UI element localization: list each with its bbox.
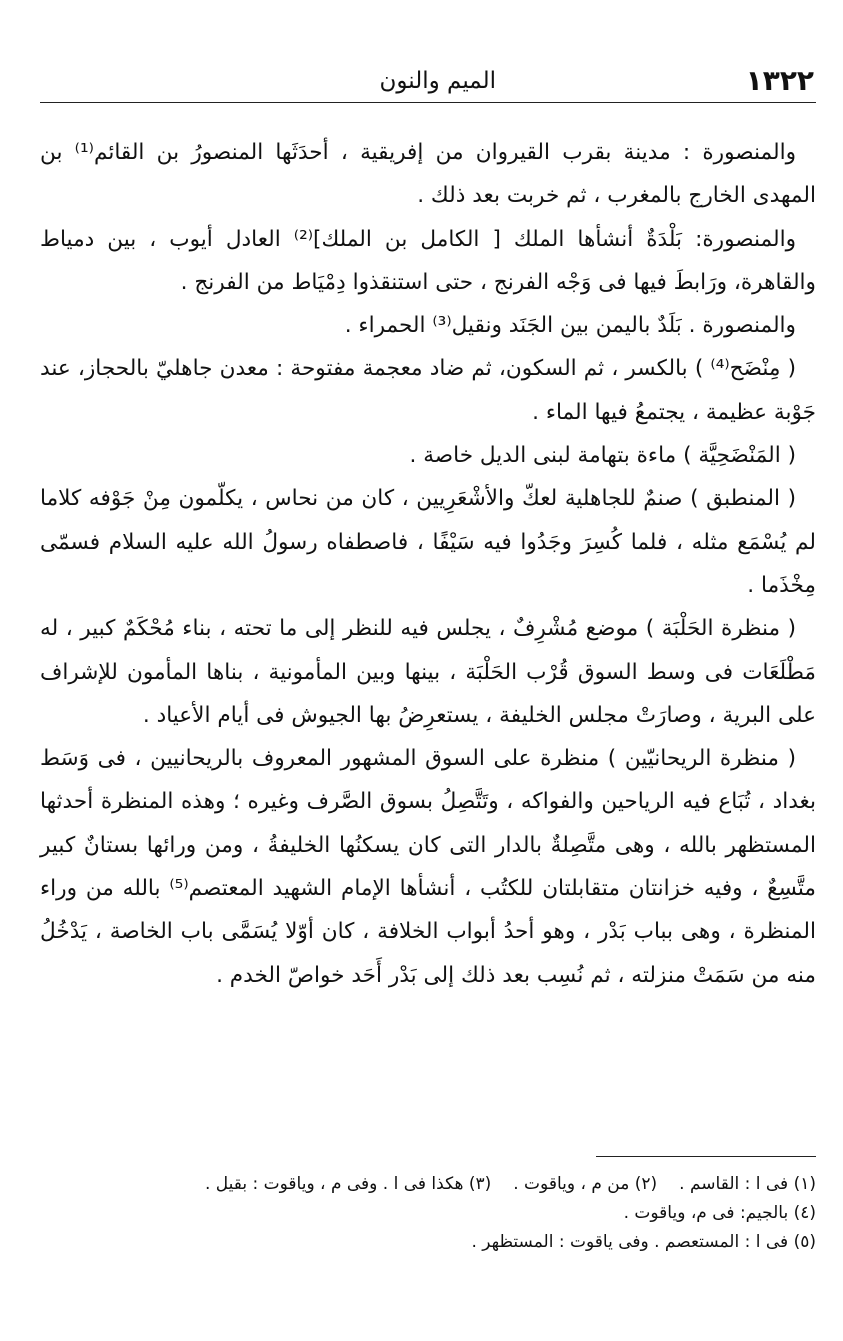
running-title: الميم والنون <box>379 68 496 94</box>
footnote-row <box>40 1199 816 1228</box>
footnote-3: (٣) هكذا فى ا . وفى م ، وياقوت : بقيل . <box>204 1174 492 1194</box>
footnote-row <box>40 1170 816 1199</box>
entry-mansura-ifriqiya: والمنصورة : مدينة بقرب القيروان من إفريقية ، أحدَثَها المنصورُ بن القائم⁽¹⁾ بن المهدى الخارج بالمغرب ، ثم خربت بعد ذلك . <box>40 140 816 209</box>
page-header <box>40 62 816 103</box>
footnote-4: (٤) بالجيم: فى م، وياقوت . <box>623 1203 816 1223</box>
footnote-divider <box>596 1156 816 1157</box>
page-number: ١٣٢٢ <box>745 64 814 97</box>
entry-manzarat-al-halba: ( منظرة الحَلْبَة ) موضع مُشْرِفٌ ، يجلس فيه للنظر إلى ما تحته ، بناء مُحْكَمٌ كبير ، له مَطْلَعَات فى وسط السوق قُرْب الحَلْبَة ، بينها وبين المأمونية ، بناها المأمون للإشراف على البرية ، وصارَتْ مجلس الخليفة ، يستعرِضُ بها الجيوش فى أيام الأعياد . <box>40 616 816 728</box>
book-page <box>40 62 816 1302</box>
entry-muntabiq: ( المنطبق ) صنمٌ للجاهلية لعكّ والأشْعَرِيين ، كان من نحاس ، يكلّمون مِنْ جَوْفه كلاما لم يُسْمَع مثله ، فلما كُسِرَ وجَدُوا فيه سَيْفًا ، فاصطفاه رسولُ الله عليه السلام فسمّى مِخْذَما . <box>40 486 816 598</box>
entry-mansura-egypt: والمنصورة: بَلْدَةٌ أنشأها الملك [ الكامل بن الملك]⁽²⁾ العادل أيوب ، بين دمياط والقاهرة، ورَابطَ فيها فى وَجْه الفرنج ، حتى استنقذوا دِمْيَاط من الفرنج . <box>40 226 816 295</box>
entry-mansura-yemen: والمنصورة . بَلَدٌ باليمن بين الجَنَد ونقيل⁽³⁾ الحمراء . <box>344 313 796 339</box>
footnotes <box>40 1170 816 1257</box>
footnote-2: (٢) من م ، وياقوت . <box>513 1174 658 1194</box>
main-text <box>40 131 816 997</box>
entry-manzarat-al-rayhaniyyin: ( منظرة الريحانيّين ) منظرة على السوق المشهور المعروف بالريحانيين ، فى وَسَط بغداد ، تُبَاع فيه الرياحين والفواكه ، وتَتَّصِلُ بسوق الصَّرف وغيره ؛ وهذه المنظرة أحدثها المستظهر بالله ، وهى متَّصِلةٌ بالدار التى كان يسكنُها الخليفةُ ، ومن ورائها بستانٌ كبير متَّسِعٌ ، وفيه خزانتان متقابلتان للكتُب ، أنشأها الإمام الشهيد المعتصم⁽⁵⁾ بالله من وراء المنظرة ، وهى بباب بَدْر ، وهو أحدُ أبواب الخلافة ، كان أوّلا يُسَمَّى باب الخاصة ، يَدْخُلُ منه من سَمَتْ منزلته ، ثم نُسِب بعد ذلك إلى بَدْر أَحَد خواصّ الخدم . <box>40 746 816 988</box>
entry-mandahiyya: ( المَنْضَحِيَّة ) ماءة بتهامة لبنى الديل خاصة . <box>409 443 796 469</box>
footnote-1: (١) فى ا : القاسم . <box>679 1174 816 1194</box>
footnote-5: (٥) فى ا : المستعصم . وفى ياقوت : المستظهر . <box>471 1232 816 1252</box>
footnote-row <box>40 1228 816 1257</box>
entry-mindah: ( مِنْضَح⁽⁴⁾ ) بالكسر ، ثم السكون، ثم ضاد معجمة مفتوحة : معدن جاهليّ بالحجاز، عند جَوْبة عظيمة ، يجتمعُ فيها الماء . <box>40 356 816 425</box>
